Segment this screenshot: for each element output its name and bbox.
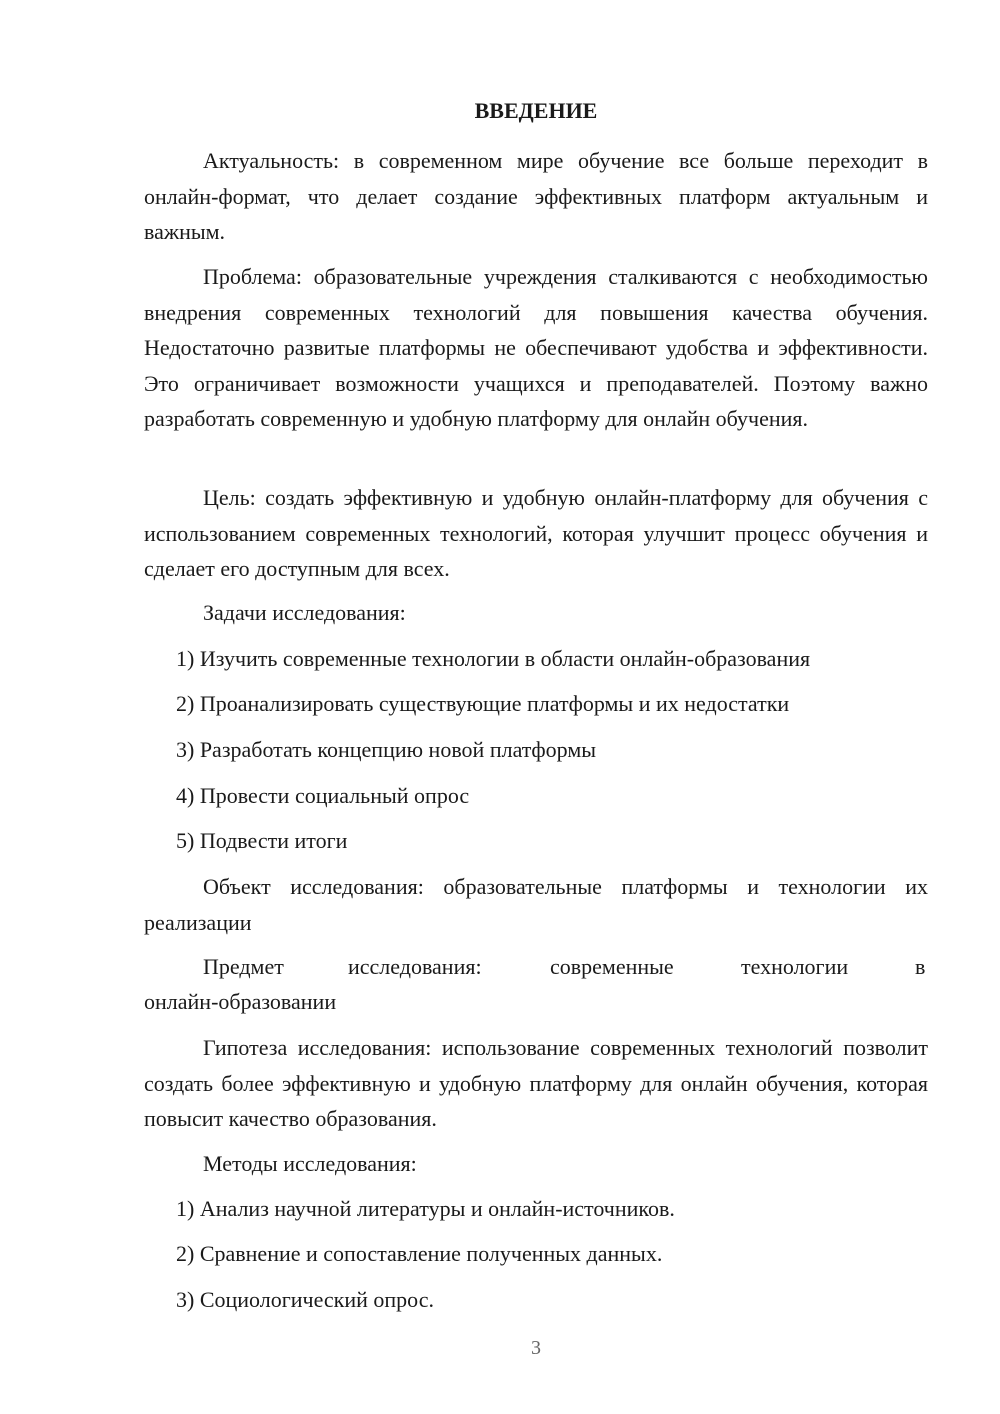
method-item: 1) Анализ научной литературы и онлайн-источников. bbox=[176, 1196, 675, 1221]
subject-word: в bbox=[915, 954, 926, 979]
subject-word: Предмет bbox=[203, 954, 284, 979]
methods-heading: Методы исследования: bbox=[203, 1151, 417, 1176]
page-number: 3 bbox=[531, 1337, 541, 1359]
method-item: 3) Социологический опрос. bbox=[176, 1287, 434, 1312]
object-paragraph: Объект исследования: образовательные платформы и технологии их реализации bbox=[144, 874, 928, 935]
page-title: ВВЕДЕНИЕ bbox=[474, 98, 598, 123]
problem-paragraph: Проблема: образовательные учреждения сталкиваются с необходимостью внедрения современных технологий для повышения качества обучения. Недостаточно развитые платформы не обеспечивают удобства и эффективности. Это ограничивает возможности учащихся и преподавателей. Поэтому важно разработать современную и удобную платформу для онлайн обучения. bbox=[144, 264, 928, 431]
task-item: 3) Разработать концепцию новой платформы bbox=[176, 737, 597, 762]
task-item: 1) Изучить современные технологии в области онлайн-образования bbox=[176, 646, 811, 671]
task-item: 5) Подвести итоги bbox=[176, 828, 348, 853]
subject-word: современные bbox=[550, 954, 674, 979]
hypothesis-paragraph: Гипотеза исследования: использование современных технологий позволит создать более эффективную и удобную платформу для онлайн обучения, которая повысит качество образования. bbox=[144, 1035, 928, 1131]
method-item: 2) Сравнение и сопоставление полученных данных. bbox=[176, 1241, 663, 1266]
task-item: 2) Проанализировать существующие платформы и их недостатки bbox=[176, 691, 790, 716]
subject-word: технологии bbox=[741, 954, 849, 979]
subject-word: исследования: bbox=[348, 954, 482, 979]
task-item: 4) Провести социальный опрос bbox=[176, 783, 470, 808]
tasks-heading: Задачи исследования: bbox=[203, 600, 406, 625]
goal-paragraph: Цель: создать эффективную и удобную онлайн-платформу для обучения с использованием современных технологий, которая улучшит процесс обучения и сделает его доступным для всех. bbox=[144, 485, 928, 581]
subject-line: онлайн-образовании bbox=[144, 989, 337, 1014]
relevance-paragraph: Актуальность: в современном мире обучение все больше переходит в онлайн-формат, что делает создание эффективных платформ актуальным и важным. bbox=[144, 148, 928, 244]
